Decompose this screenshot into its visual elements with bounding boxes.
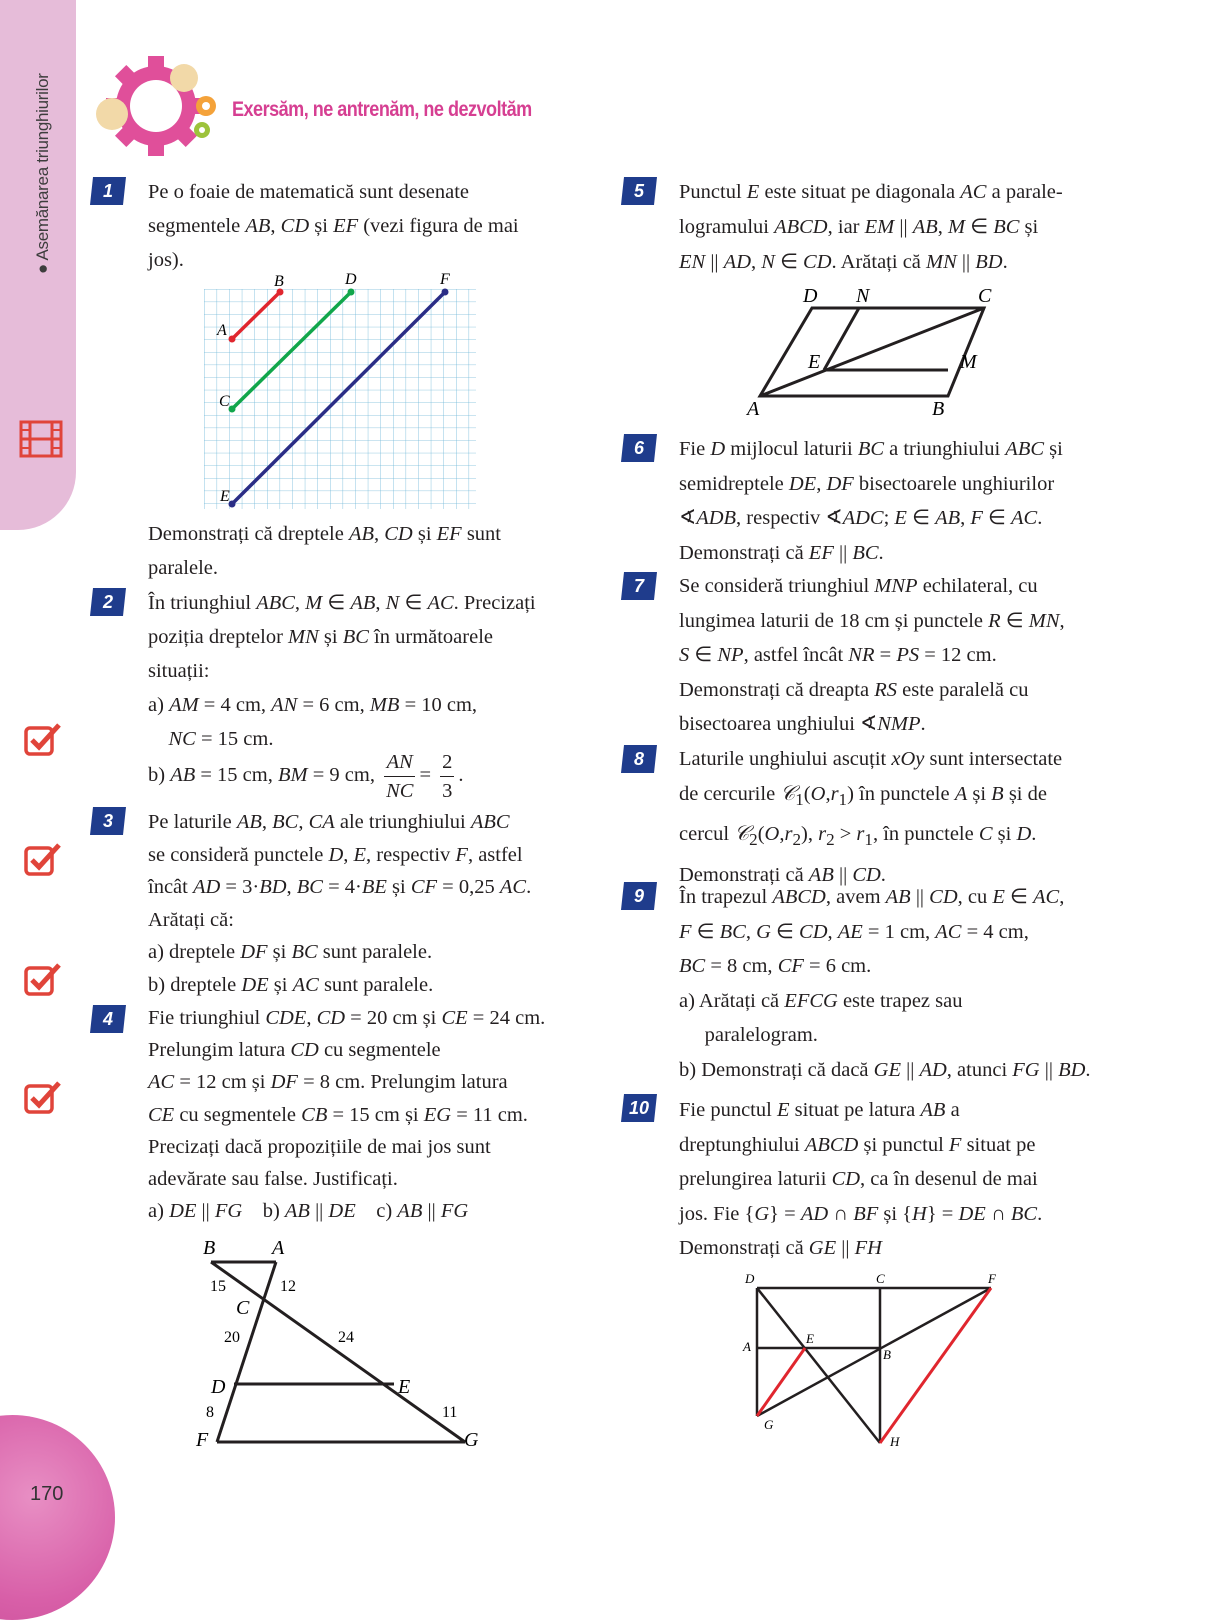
checkbox-icon [24,962,62,996]
exercise-badge: 8 [621,745,657,773]
exercise-10-text: Fie punctul E situat pe latura AB a dreptunghiului ABCD și punctul F situat pe prelungirea laturii CD, ca în desenul de mai jos. Fie {G} = AD ∩ BF și {H} = DE ∩ BC. Demonstrați că GE || FH [679,1099,1043,1259]
film-icon [19,420,63,458]
exercise-9-text: În trapezul ABCD, avem AB || CD, cu E ∈ AC, F ∈ BC, G ∈ CD, AE = 1 cm, AC = 4 cm, BC = 8 cm, CF = 6 cm. a) Arătați că EFCG este trapez sau paralelogram. b) Demonstrați că dacă GE || AD, atunci FG || BD. [679,886,1091,1081]
point-label: B [203,1237,216,1259]
point-label: E [806,1331,814,1346]
point-label: H [890,1434,900,1449]
figure-4 [190,1232,500,1457]
point-label: A [747,398,760,420]
length-label: 8 [206,1404,214,1421]
exercise-badge: 7 [621,572,657,600]
checkbox-icon [24,722,62,756]
exercise-5-text: Punctul E este situat pe diagonala AC a parale- logramului ABCD, iar EM || AB, M ∈ BC și EN || AD, N ∈ CD. Arătați că MN || BD. [679,181,1063,273]
point-label: G [464,1429,479,1451]
exercise-badge: 1 [90,177,126,205]
exercise-4-text: Fie triunghiul CDE, CD = 20 cm și CE = 24 cm. Prelungim latura CD cu segmentele AC = 12 cm și DF = 8 cm. Prelungim latura CE cu segmentele CB = 15 cm și EG = 11 cm. Precizați dacă propozițiile de mai jos sunt adevărate sau false. Justificați. a) DE || FG b) AB || DE c) AB || FG [148,1007,546,1223]
point-label: N [856,285,870,307]
point-label: F [440,271,450,288]
length-label: 15 [210,1278,226,1295]
page-number: 170 [30,1483,64,1505]
page-corner [0,1415,115,1620]
figure-5 [740,280,1020,425]
point-label: G [764,1417,774,1432]
exercise-8-text: Laturile unghiului ascuțit xOy sunt intersectate de cercurile $𝒞_1(O,r_1)$ în punctele A și B și de cercul $𝒞_2(O,r_2)$, $r_2 > r_1$, în punctele C și D. Demonstrați că AB || CD. [679,748,1063,886]
point-label: E [220,488,230,505]
figure-10 [735,1268,1010,1453]
chapter-title: ● Asemănarea triunghiurilor [33,73,52,274]
exercise-6-text: Fie D mijlocul laturii BC a triunghiului ABC și semidreptele DE, DF bisectoarele unghiurilor ∢ADB, respectiv ∢ADC; E ∈ AB, F ∈ AC. Demonstrați că EF || BC. [679,438,1063,564]
exercise-1-text: Pe o foaie de matematică sunt desenate segmentele AB, CD și EF (vezi figura de mai jos). [148,181,519,271]
exercise-2-b: b) AB = 15 cm, BM = 9 cm, $\frac{AN}{NC}$ = $\frac{2}{3}$ . [148,748,464,805]
exercise-badge: 2 [90,588,126,616]
point-label: A [743,1339,751,1354]
point-label: E [808,351,821,373]
point-label: D [803,285,818,307]
exercise-badge: 3 [90,807,126,835]
point-label: F [196,1429,209,1451]
exercise-badge: 10 [621,1094,657,1122]
gears-icon [84,54,224,159]
exercise-3-text: Pe laturile AB, BC, CA ale triunghiului ABC se consideră punctele D, E, respectiv F, astfel încât AD = 3·BD, BC = 4·BE și CF = 0,25 AC. Arătați că: a) dreptele DF și BC sunt paralele. b) dreptele DE și AC sunt paralele. [148,811,532,996]
length-label: 24 [338,1329,354,1346]
point-label: D [745,1271,755,1286]
length-label: 11 [442,1404,458,1421]
point-label: D [211,1376,226,1398]
point-label: B [883,1347,891,1362]
point-label: D [345,271,357,288]
figure-1-grid [200,268,485,513]
checkbox-icon [24,1080,62,1114]
exercise-7-text: Se consideră triunghiul MNP echilateral, cu lungimea laturii de 18 cm și punctele R ∈ MN, S ∈ NP, astfel încât NR = PS = 12 cm. Demonstrați că dreapta RS este paralelă cu bisectoarea unghiului ∢NMP. [679,575,1065,735]
point-label: A [272,1237,285,1259]
exercise-badge: 6 [621,434,657,462]
point-label: C [978,285,992,307]
point-label: E [398,1376,411,1398]
exercise-badge: 5 [621,177,657,205]
checkbox-icon [24,842,62,876]
exercise-2-text: În triunghiul ABC, M ∈ AB, N ∈ AC. Precizați poziția dreptelor MN și BC în următoarele situații: a) AM = 4 cm, AN = 6 cm, MB = 10 cm, NC = 15 cm. [148,592,536,750]
exercise-badge: 4 [90,1005,126,1033]
point-label: M [960,351,977,373]
exercise-1-question: Demonstrați că dreptele AB, CD și EF sunt paralele. [148,523,502,579]
section-title: Exersăm, ne antrenăm, ne dezvoltăm [232,98,532,121]
point-label: B [932,398,945,420]
point-label: F [988,1271,996,1286]
point-label: C [219,393,230,410]
exercise-badge: 9 [621,882,657,910]
point-label: C [876,1271,885,1286]
length-label: 12 [280,1278,296,1295]
point-label: C [236,1297,250,1319]
point-label: A [217,322,227,339]
length-label: 20 [224,1329,240,1346]
point-label: B [274,273,284,290]
